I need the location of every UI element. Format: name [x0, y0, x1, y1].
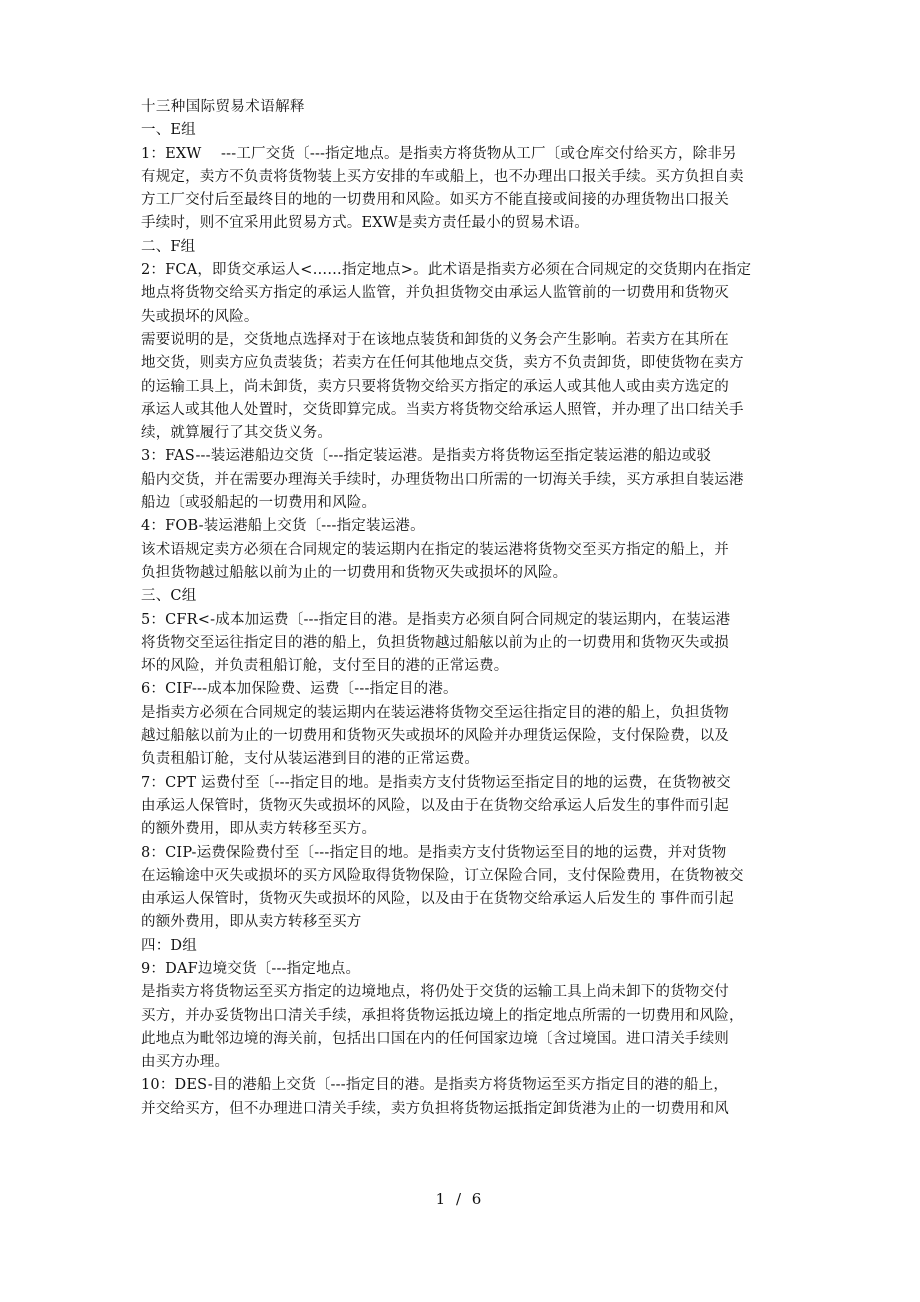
text-line: 负责租船订舱，支付从装运港到目的港的正常运费。 — [141, 751, 480, 768]
text-line: 手续时，则不宜采用此贸易方式。EXW是卖方责任最小的贸易术语。 — [141, 215, 590, 232]
text-line: 10：DES-目的港船上交货〔---指定目的港。是指卖方将货物运至买方指定目的港的船上， — [141, 1077, 729, 1094]
page-number: 1 / 6 — [435, 1190, 485, 1208]
text-line: 将货物交至运往指定目的港的船上，负担货物越过船舷以前为止的一切费用和货物灭失或损 — [141, 634, 729, 651]
text-line: 该术语规定卖方必须在合同规定的装运期内在指定的装运港将货物交至买方指定的船上，并 — [141, 541, 729, 558]
text-line: 坏的风险，并负责租船订舱，支付至目的港的正常运费。 — [141, 658, 509, 675]
text-line: 越过船舷以前为止的一切费用和货物灭失或损坏的风险并办理货运保险，支付保险费，以及 — [141, 728, 729, 745]
text-line: 8：CIP-运费保险费付至〔---指定目的地。是指卖方支付货物运至目的地的运费，并对货物 — [141, 844, 727, 861]
text-line: 1：EXW ---工厂交货〔---指定地点。是指卖方将货物从工厂〔或仓库交付给买方，除非另 — [141, 145, 737, 162]
text-line: 的额外费用，即从卖方转移至买方。 — [141, 821, 377, 838]
text-line: 6：CIF---成本加保险费、运费〔---指定目的港。 — [141, 681, 458, 698]
text-line: 失或损坏的风险。 — [141, 308, 259, 325]
text-line: 的运输工具上，尚未卸货，卖方只要将货物交给买方指定的承运人或其他人或由卖方选定的 — [141, 378, 729, 395]
text-line: 是指卖方必须在合同规定的装运期内在装运港将货物交至运往指定目的港的船上，负担货物 — [141, 704, 729, 721]
text-line: 一、E组 — [141, 122, 196, 139]
text-line: 在运输途中灭失或损坏的买方风险取得货物保险，订立保险合同，支付保险费用，在货物被交 — [141, 867, 744, 884]
text-line: 是指卖方将货物运至买方指定的边境地点，将仍处于交货的运输工具上尚未卸下的货物交付 — [141, 984, 729, 1001]
text-line: 船内交货，并在需要办理海关手续时，办理货物出口所需的一切海关手续，买方承担自装运港 — [141, 471, 744, 488]
text-line: 由买方办理。 — [141, 1054, 230, 1071]
text-line: 需要说明的是，交货地点选择对于在该地点装货和卸货的义务会产生影响。若卖方在其所在 — [141, 331, 729, 348]
text-line: 三、C组 — [141, 588, 197, 605]
text-line: 由承运人保管时，货物灭失或损坏的风险，以及由于在货物交给承运人后发生的 事件而引起 — [141, 891, 734, 908]
text-line: 由承运人保管时，货物灭失或损坏的风险，以及由于在货物交给承运人后发生的事件而引起 — [141, 797, 729, 814]
text-line: 二、F组 — [141, 238, 196, 255]
text-line: 9：DAF边境交货〔---指定地点。 — [141, 960, 361, 977]
text-line: 地交货，则卖方应负责装货；若卖方在任何其他地点交货，卖方不负责卸货，即使货物在卖方 — [141, 355, 744, 372]
text-line: 并交给买方，但不办理进口清关手续，卖方负担将货物运抵指定卸货港为止的一切费用和风 — [141, 1100, 729, 1117]
document-title: 十三种国际贸易术语解释 — [141, 99, 305, 115]
text-line: 四：D组 — [141, 937, 197, 954]
text-line: 3：FAS---装运港船边交货〔---指定装运港。是指卖方将货物运至指定装运港的船边或驳 — [141, 448, 712, 465]
text-line: 承运人或其他人处置时，交货即算完成。当卖方将货物交给承运人照管，并办理了出口结关手 — [141, 401, 744, 418]
text-line: 方工厂交付后至最终目的地的一切费用和风险。如买方不能直接或间接的办理货物出口报关 — [141, 192, 729, 209]
text-line: 船边〔或驳船起的一切费用和风险。 — [141, 495, 377, 512]
text-line: 负担货物越过船舷以前为止的一切费用和货物灭失或损坏的风险。 — [141, 564, 568, 581]
text-line: 地点将货物交给买方指定的承运人监管，并负担货物交由承运人监管前的一切费用和货物灭 — [141, 285, 729, 302]
text-line: 有规定，卖方不负责将货物装上买方安排的车或船上，也不办理出口报关手续。买方负担自卖 — [141, 168, 744, 185]
text-line: 的额外费用，即从卖方转移至买方 — [141, 914, 362, 931]
text-line: 4：FOB-装运港船上交货〔---指定装运港。 — [141, 518, 425, 535]
document-text — [141, 119, 789, 1121]
text-line: 5：CFR<-成本加运费〔---指定目的港。是指卖方必须自阿合同规定的装运期内，在装运港 — [141, 611, 731, 628]
text-line: 此地点为毗邻边境的海关前，包括出口国在内的任何国家边境〔含过境国。进口清关手续则 — [141, 1030, 729, 1047]
text-line: 续，就算履行了其交货义务。 — [141, 425, 333, 442]
text-line: 买方，并办妥货物出口清关手续，承担将货物运抵边境上的指定地点所需的一切费用和风险， — [141, 1007, 744, 1024]
text-line: 2：FCA，即货交承运人<……指定地点>。此术语是指卖方必须在合同规定的交货期内在指定 — [141, 262, 752, 279]
document-body — [141, 96, 789, 1121]
text-line: 7：CPT 运费付至〔---指定目的地。是指卖方支付货物运至指定目的地的运费，在货物被交 — [141, 774, 731, 791]
